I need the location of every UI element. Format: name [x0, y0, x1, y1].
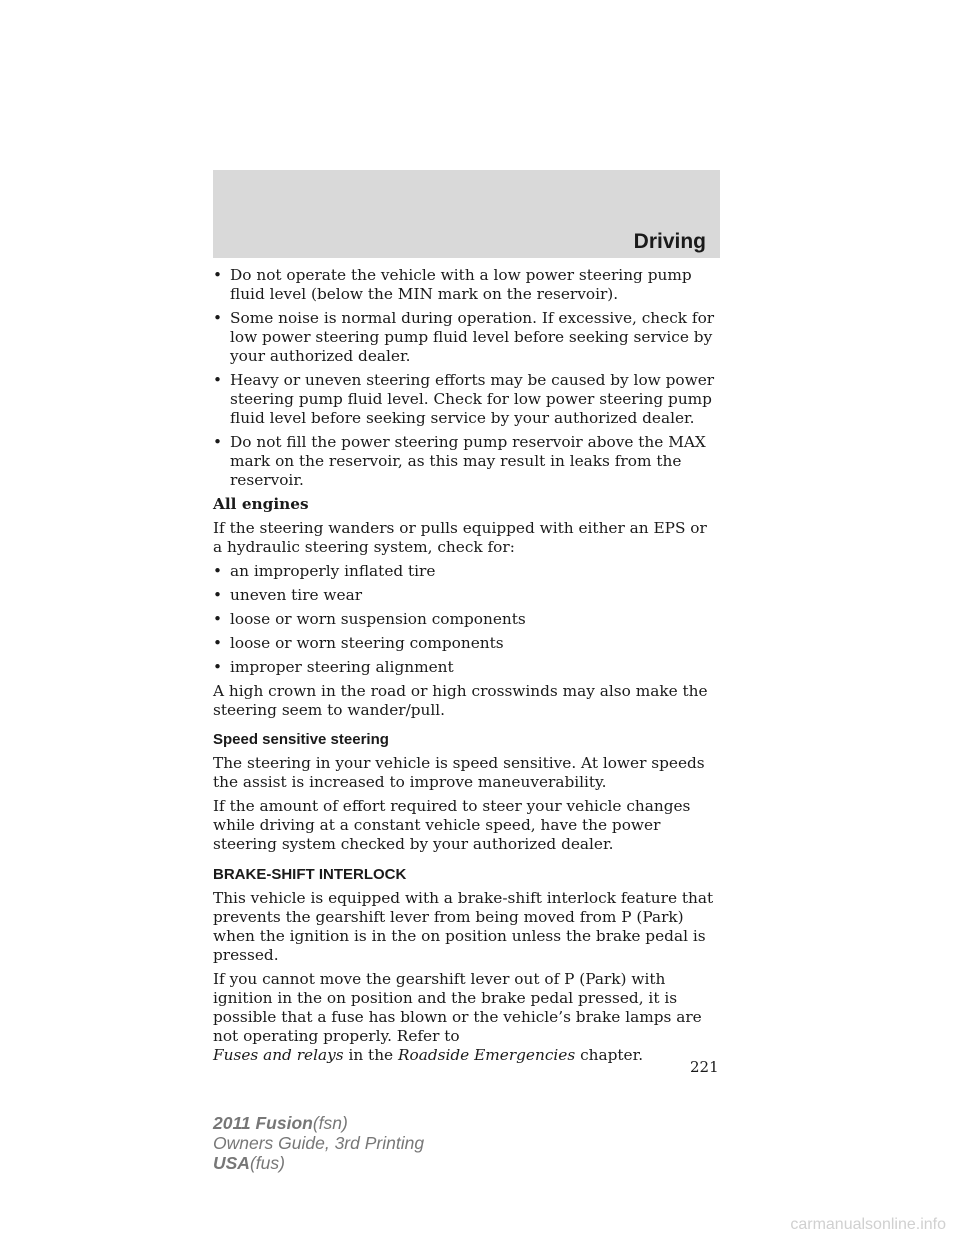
- bullet-icon: •: [213, 562, 223, 580]
- footer-line-2: Owners Guide, 3rd Printing: [213, 1133, 425, 1153]
- brake-shift-interlock-heading: BRAKE-SHIFT INTERLOCK: [213, 866, 407, 883]
- list-item: [213, 433, 720, 490]
- bullet-icon: •: [213, 586, 223, 604]
- watermark: carmanualsonline.info: [790, 1216, 946, 1233]
- speed-sensitive-heading: Speed sensitive steering: [213, 731, 389, 748]
- list-item-text: loose or worn suspension components: [230, 610, 526, 628]
- fuses-relays-reference: Fuses and relays: [213, 1046, 344, 1064]
- list-item: [213, 586, 720, 605]
- footer-model-code: (fsn): [312, 1113, 348, 1133]
- list-item: [213, 610, 720, 629]
- list-item: [213, 562, 720, 581]
- speed-paragraph-1: The steering in your vehicle is speed sensitive. At lower speeds the assist is increased to improve maneuverability.: [213, 754, 705, 791]
- list-item-text: an improperly inflated tire: [230, 562, 436, 580]
- footer-market-code: (fus): [249, 1153, 285, 1173]
- list-item-text: Heavy or uneven steering efforts may be caused by low power steering pump fluid level. Check for low power steering pump fluid level before seeking service by your authorized dealer.: [230, 371, 715, 427]
- section-title: Driving: [633, 230, 706, 253]
- list-item: [213, 309, 720, 366]
- list-item: [213, 371, 720, 428]
- speed-paragraph-2: If the amount of effort required to steer your vehicle changes while driving at a constant vehicle speed, have the power steering system checked by your authorized dealer.: [213, 797, 691, 853]
- list-item: [213, 266, 720, 304]
- list-item-text: Do not fill the power steering pump reservoir above the MAX mark on the reservoir, as this may result in leaks from the reservoir.: [230, 433, 706, 489]
- list-item-text: Do not operate the vehicle with a low power steering pump fluid level (below the MIN mark on the reservoir).: [230, 266, 692, 303]
- interlock-paragraph-1: This vehicle is equipped with a brake-shift interlock feature that prevents the gearshift lever from being moved from P (Park) when the ignition is in the on position unless the brake pedal is pressed.: [213, 889, 714, 964]
- footer-model: 2011 Fusion: [213, 1113, 313, 1133]
- all-engines-intro: If the steering wanders or pulls equipped with either an EPS or a hydraulic steering system, check for:: [213, 519, 707, 556]
- bullet-icon: •: [213, 433, 223, 451]
- list-item: [213, 658, 720, 677]
- list-item-text: improper steering alignment: [230, 658, 454, 676]
- bullet-icon: •: [213, 658, 223, 676]
- interlock-text: If you cannot move the gearshift lever out of P (Park) with ignition in the on position and the brake pedal pressed, it is possible that a fuse has blown or the vehicle’s brake lamps are not operating properly. Refer to: [213, 970, 702, 1045]
- roadside-emergencies-reference: Roadside Emergencies: [398, 1046, 576, 1064]
- bullet-icon: •: [213, 309, 223, 327]
- interlock-text: in the: [348, 1046, 394, 1064]
- bullet-icon: •: [213, 266, 223, 284]
- footer-line-3: [213, 1153, 424, 1173]
- footer-market: USA: [213, 1153, 250, 1173]
- footer: [213, 1113, 424, 1173]
- list-item: [213, 634, 720, 653]
- page-content: [213, 266, 720, 1070]
- interlock-paragraph-2: [213, 970, 720, 1065]
- list-item-text: Some noise is normal during operation. If excessive, check for low power steering pump fluid level before seeking service by your authorized dealer.: [230, 309, 715, 365]
- list-item-text: loose or worn steering components: [230, 634, 504, 652]
- section-header-band: [213, 170, 720, 258]
- bullet-icon: •: [213, 634, 223, 652]
- footer-line-1: [213, 1113, 424, 1133]
- list-item-text: uneven tire wear: [230, 586, 363, 604]
- interlock-text: chapter.: [580, 1046, 644, 1064]
- all-engines-heading: All engines: [213, 495, 309, 513]
- bullet-icon: •: [213, 371, 223, 389]
- crown-paragraph: A high crown in the road or high crosswinds may also make the steering seem to wander/pull.: [213, 682, 708, 719]
- bullet-icon: •: [213, 610, 223, 628]
- page-number: 221: [690, 1058, 719, 1076]
